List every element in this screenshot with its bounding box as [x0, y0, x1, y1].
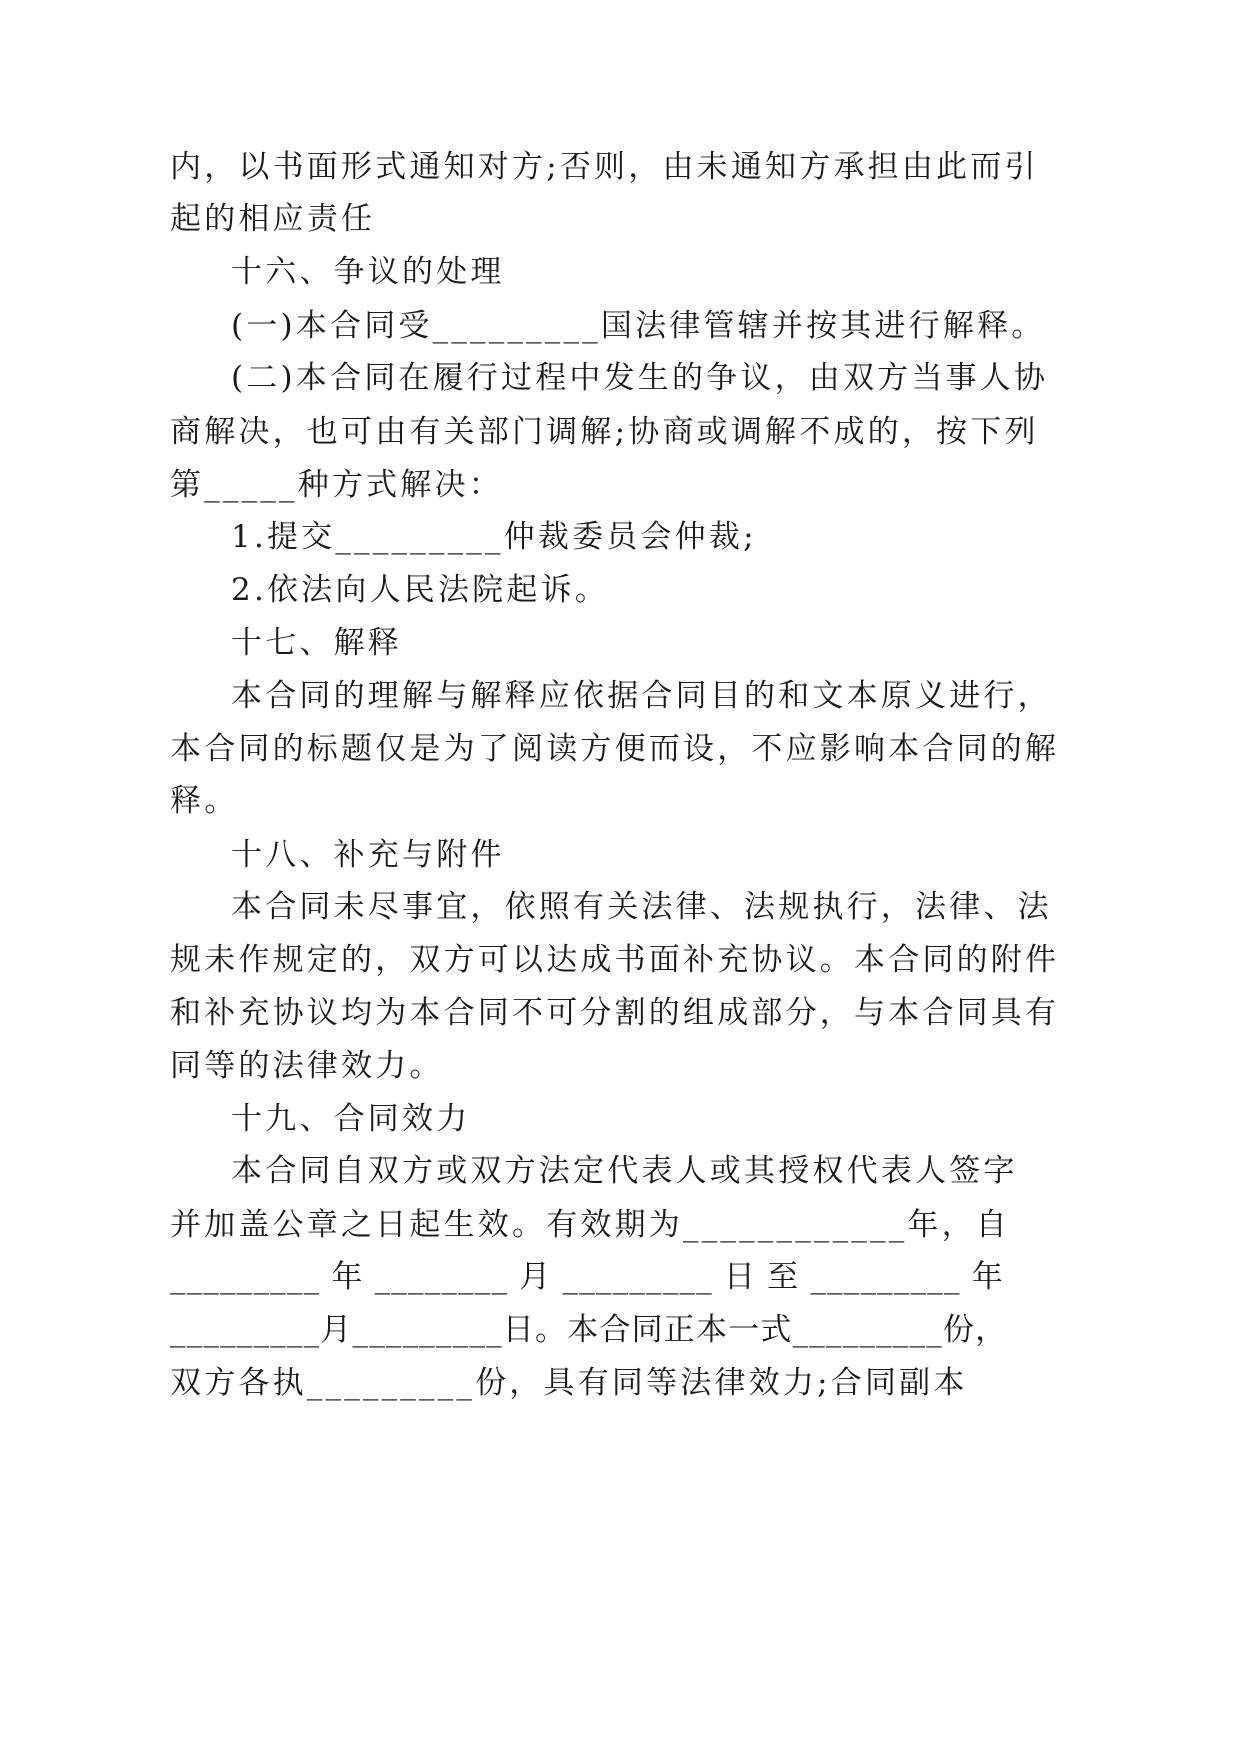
text-line-7: 第_____种方式解决： [170, 467, 503, 503]
text-line-6: 商解决，也可由有关部门调解;协商或调解不成的，按下列 [170, 414, 1039, 450]
section-heading-16: 十六、争议的处理 [231, 254, 505, 290]
section-heading-17: 十七、解释 [231, 625, 402, 661]
text-line-18: 同等的法律效力。 [170, 1048, 444, 1084]
text-line-11: 本合同的理解与解释应依据合同目的和文本原义进行， [231, 678, 1052, 714]
text-line-2: 起的相应责任 [170, 201, 376, 237]
text-line-21: 并加盖公章之日起生效。有效期为____________年，自 [170, 1207, 1010, 1243]
text-line-12: 本合同的标题仅是为了阅读方便而设，不应影响本合同的解 [170, 731, 1060, 767]
section-heading-19: 十九、合同效力 [231, 1101, 471, 1137]
text-line-23: _________月_________日。本合同正本一式_________份， [170, 1312, 1008, 1348]
section-heading-18: 十八、补充与附件 [231, 837, 505, 873]
text-line-16: 规未作规定的，双方可以达成书面补充协议。本合同的附件 [170, 942, 1060, 978]
text-line-20: 本合同自双方或双方法定代表人或其授权代表人签字 [231, 1153, 1018, 1189]
text-line-4: (一)本合同受_________国法律管辖并按其进行解释。 [231, 308, 1046, 344]
text-line-22: _________ 年 ________ 月 _________ 日 至 _________ 年 [170, 1259, 1004, 1295]
text-line-24: 双方各执_________份，具有同等法律效力;合同副本 [170, 1365, 968, 1401]
text-line-5: (二)本合同在履行过程中发生的争议，由双方当事人协 [231, 360, 1049, 396]
text-line-15: 本合同未尽事宜，依照有关法律、法规执行，法律、法 [231, 889, 1052, 925]
text-line-13: 释。 [170, 783, 239, 819]
text-line-1: 内，以书面形式通知对方;否则，由未通知方承担由此而引 [170, 149, 1039, 185]
text-line-9: 2.依法向人民法院起诉。 [231, 572, 609, 608]
text-line-17: 和补充协议均为本合同不可分割的组成部分，与本合同具有 [170, 995, 1060, 1031]
text-line-8: 1.提交_________仲裁委员会仲裁; [231, 519, 757, 555]
